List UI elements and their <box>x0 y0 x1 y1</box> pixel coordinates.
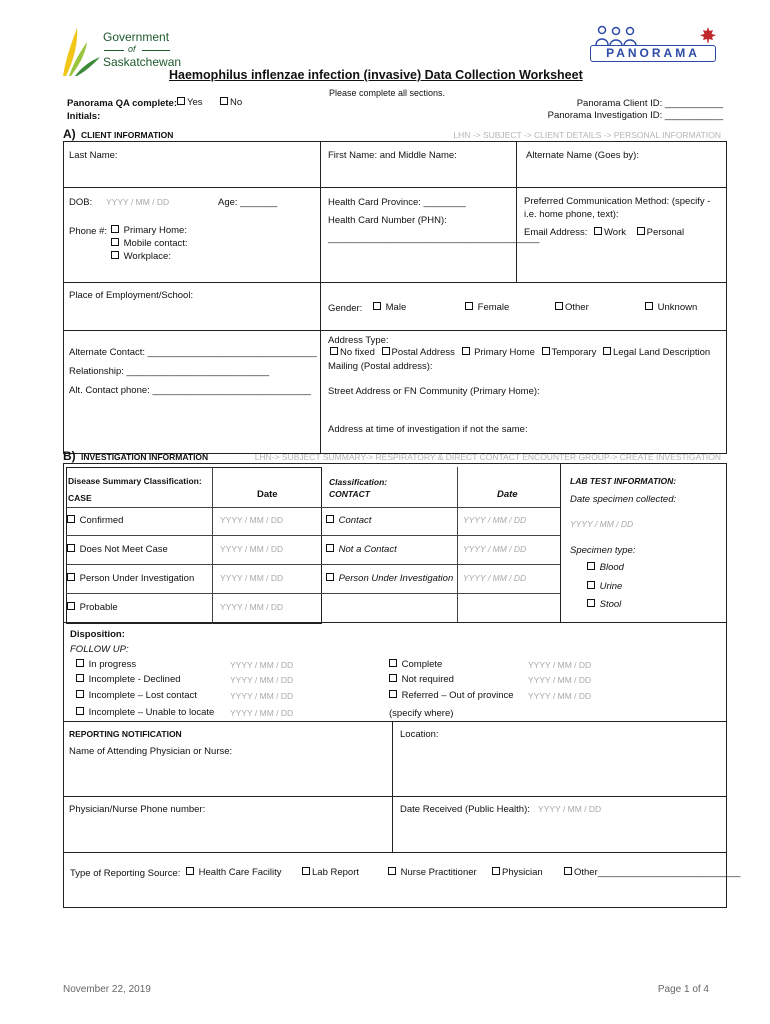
follow-not-required-checkbox[interactable]: Not required <box>389 674 454 685</box>
email-personal-checkbox[interactable]: Personal <box>637 227 685 238</box>
divider <box>63 721 727 722</box>
gov-rule-right <box>142 50 170 51</box>
checkbox-icon[interactable] <box>542 347 550 355</box>
worksheet-title: Haemophilus inflenzae infection (invasive) Data Collection Worksheet <box>169 68 583 82</box>
checkbox-icon[interactable] <box>555 302 563 310</box>
address-type-label: Address Type: <box>328 335 389 346</box>
investigation-id-field[interactable]: Panorama Investigation ID: ___________ <box>547 110 723 121</box>
checkbox-icon[interactable] <box>326 573 334 581</box>
case-probable-checkbox[interactable]: Probable <box>67 602 118 613</box>
checkbox-icon[interactable] <box>177 97 185 105</box>
contact-date-field[interactable]: YYYY / MM / DD <box>463 573 527 583</box>
checkbox-icon[interactable] <box>603 347 611 355</box>
date-received-field[interactable]: YYYY / MM / DD <box>538 804 602 814</box>
checkbox-icon[interactable] <box>587 562 595 570</box>
checkbox-icon[interactable] <box>302 867 310 875</box>
alternate-name-label: Alternate Name (Goes by): <box>526 150 639 161</box>
client-id-field[interactable]: Panorama Client ID: ___________ <box>576 98 723 109</box>
checkbox-icon[interactable] <box>587 581 595 589</box>
checkbox-icon[interactable] <box>111 225 119 233</box>
case-date-field[interactable]: YYYY / MM / DD <box>220 573 284 583</box>
reporting-notification-title: REPORTING NOTIFICATION <box>69 729 182 739</box>
address-type-options <box>330 347 710 358</box>
gov-sask-logo <box>60 24 180 78</box>
divider <box>66 593 560 594</box>
case-date-header: Date <box>257 489 278 500</box>
source-hcf-checkbox[interactable]: Health Care Facility <box>186 867 282 878</box>
dob-label: DOB: <box>69 197 93 208</box>
date-received-label: Date Received (Public Health): <box>400 804 530 815</box>
disease-summary-label: Disease Summary Classification: <box>68 476 202 486</box>
maple-leaf-icon <box>700 27 716 43</box>
checkbox-icon[interactable] <box>326 544 334 552</box>
checkbox-icon[interactable] <box>76 674 84 682</box>
classification-label: Classification: <box>329 477 388 487</box>
age-field[interactable]: Age: _______ <box>218 197 278 208</box>
case-header: CASE <box>68 493 92 503</box>
attending-physician-label: Name of Attending Physician or Nurse: <box>69 746 233 757</box>
checkbox-icon[interactable] <box>67 602 75 610</box>
checkbox-icon[interactable] <box>76 690 84 698</box>
source-np-checkbox[interactable]: Nurse Practitioner <box>388 867 477 878</box>
follow-date-field[interactable]: YYYY / MM / DD <box>528 660 592 670</box>
phn-field[interactable]: ________________________________________ <box>328 233 540 244</box>
contact-date-field[interactable]: YYYY / MM / DD <box>463 515 527 525</box>
checkbox-icon[interactable] <box>330 347 338 355</box>
follow-referred-checkbox[interactable]: Referred – Out of province <box>389 690 514 701</box>
divider <box>63 622 727 623</box>
follow-date-field[interactable]: YYYY / MM / DD <box>230 691 294 701</box>
street-address-label: Street Address or FN Community (Primary Home): <box>328 386 540 397</box>
follow-date-field[interactable]: YYYY / MM / DD <box>230 675 294 685</box>
health-card-province-field[interactable]: Health Card Province: ________ <box>328 197 466 208</box>
checkbox-icon[interactable] <box>492 867 500 875</box>
case-date-field[interactable]: YYYY / MM / DD <box>220 515 284 525</box>
address-legal-land-checkbox[interactable]: Legal Land Description <box>603 347 710 358</box>
case-confirmed-checkbox[interactable]: Confirmed <box>67 515 123 526</box>
page-number: Page 1 of 4 <box>657 984 709 995</box>
dob-field[interactable]: YYYY / MM / DD <box>106 197 170 207</box>
not-a-contact-checkbox[interactable]: Not a Contact <box>326 544 397 555</box>
checkbox-icon[interactable] <box>594 227 602 235</box>
checkbox-icon[interactable] <box>186 867 194 875</box>
footer-date: November 22, 2019 <box>63 984 151 995</box>
divider <box>66 564 560 565</box>
case-date-field[interactable]: YYYY / MM / DD <box>220 544 284 554</box>
specimen-stool-checkbox[interactable]: Stool <box>587 599 621 610</box>
reporting-source-label: Type of Reporting Source: <box>70 868 181 879</box>
specimen-urine-checkbox[interactable]: Urine <box>587 581 622 592</box>
workplace-checkbox[interactable]: Workplace: <box>111 251 171 262</box>
address-primary-home-checkbox[interactable]: Primary Home <box>462 347 535 358</box>
gov-line3: Saskatchewan <box>103 55 182 69</box>
section-b-letter: B) <box>63 449 76 463</box>
source-lab-report-checkbox[interactable]: Lab Report <box>302 867 359 878</box>
divider <box>516 141 517 282</box>
health-card-number-label: Health Card Number (PHN): <box>328 215 447 226</box>
follow-date-field[interactable]: YYYY / MM / DD <box>528 691 592 701</box>
divider <box>212 467 213 624</box>
mailing-address-label: Mailing (Postal address): <box>328 361 433 372</box>
follow-complete-checkbox[interactable]: Complete <box>389 659 442 670</box>
case-does-not-meet-checkbox[interactable]: Does Not Meet Case <box>67 544 168 555</box>
phone-label: Phone #: <box>69 226 108 237</box>
checkbox-icon[interactable] <box>382 347 390 355</box>
contact-date-field[interactable]: YYYY / MM / DD <box>463 544 527 554</box>
primary-home-checkbox[interactable]: Primary Home: <box>111 225 187 236</box>
checkbox-icon[interactable] <box>111 238 119 246</box>
checkbox-icon[interactable] <box>220 97 228 105</box>
alternate-contact-field[interactable]: Alternate Contact: ________________________________ <box>69 347 317 358</box>
contact-checkbox[interactable]: Contact <box>326 515 371 526</box>
alt-contact-phone-field[interactable]: Alt. Contact phone: ______________________________ <box>69 385 311 396</box>
gov-rule-left <box>104 50 124 51</box>
wheat-leaf-icon <box>60 24 102 78</box>
divider <box>63 330 727 331</box>
relationship-field[interactable]: Relationship: ___________________________ <box>69 366 270 377</box>
checkbox-icon[interactable] <box>67 573 75 581</box>
gender-female-checkbox[interactable]: Female <box>465 302 509 313</box>
divider <box>560 463 561 622</box>
gov-line2: of <box>128 44 136 54</box>
address-postal-checkbox[interactable]: Postal Address <box>382 347 455 358</box>
checkbox-icon[interactable] <box>373 302 381 310</box>
initials-label: Initials: <box>67 111 101 122</box>
gender-label: Gender: <box>328 303 363 314</box>
divider <box>63 282 727 283</box>
source-other-checkbox[interactable]: Other___________________________ <box>564 867 740 878</box>
checkbox-icon[interactable] <box>645 302 653 310</box>
gender-unknown-checkbox[interactable]: Unknown <box>645 302 697 313</box>
date-collected-field[interactable]: YYYY / MM / DD <box>570 519 634 529</box>
instruction: Please complete all sections. <box>329 88 446 98</box>
follow-date-field[interactable]: YYYY / MM / DD <box>230 660 294 670</box>
checkbox-icon[interactable] <box>637 227 645 235</box>
divider <box>66 507 560 508</box>
gov-line1: Government <box>103 30 170 44</box>
mobile-contact-checkbox[interactable]: Mobile contact: <box>111 238 188 249</box>
checkbox-icon[interactable] <box>465 302 473 310</box>
email-address-row: Email Address: Work Personal <box>524 227 685 238</box>
section-a-nav-path: LHN -> SUBJECT -> CLIENT DETAILS -> PERSONAL INFORMATION <box>453 130 721 140</box>
checkbox-icon[interactable] <box>389 674 397 682</box>
disposition-label: Disposition: <box>70 629 125 640</box>
last-name-label: Last Name: <box>69 150 118 161</box>
follow-lost-contact-checkbox[interactable]: Incomplete – Lost contact <box>76 690 197 701</box>
physician-phone-label: Physician/Nurse Phone number: <box>69 804 206 815</box>
divider <box>66 535 560 536</box>
contact-header: CONTACT <box>329 489 370 499</box>
panorama-logo <box>588 25 718 63</box>
divider <box>392 721 393 852</box>
checkbox-icon[interactable] <box>462 347 470 355</box>
follow-date-field[interactable]: YYYY / MM / DD <box>528 675 592 685</box>
divider <box>63 796 727 797</box>
address-temporary-checkbox[interactable]: Temporary <box>542 347 597 358</box>
follow-date-field[interactable]: YYYY / MM / DD <box>230 708 294 718</box>
address-nofixed-checkbox[interactable]: No fixed <box>330 347 375 358</box>
specify-where-label: (specify where) <box>389 708 454 719</box>
case-date-field[interactable]: YYYY / MM / DD <box>220 602 284 612</box>
date-collected-label: Date specimen collected: <box>570 494 677 505</box>
checkbox-icon[interactable] <box>67 544 75 552</box>
contact-date-header: Date <box>497 489 518 500</box>
divider <box>63 852 727 853</box>
qa-no-checkbox[interactable]: No <box>220 97 242 108</box>
checkbox-icon[interactable] <box>76 707 84 715</box>
preferred-comm-label-2: i.e. home phone, text): <box>524 209 619 220</box>
gender-male-checkbox[interactable]: Male <box>373 302 406 313</box>
checkbox-icon[interactable] <box>389 659 397 667</box>
section-b-title: INVESTIGATION INFORMATION <box>81 452 209 462</box>
checkbox-icon[interactable] <box>67 515 75 523</box>
preferred-comm-label: Preferred Communication Method: (specify - <box>524 196 711 207</box>
checkbox-icon[interactable] <box>326 515 334 523</box>
lab-test-label: LAB TEST INFORMATION: <box>570 476 677 486</box>
checkbox-icon[interactable] <box>587 599 595 607</box>
first-middle-name-label: First Name: and Middle Name: <box>328 150 457 161</box>
checkbox-icon[interactable] <box>388 867 396 875</box>
specimen-blood-checkbox[interactable]: Blood <box>587 562 624 573</box>
divider <box>63 187 727 188</box>
checkbox-icon[interactable] <box>564 867 572 875</box>
follow-declined-checkbox[interactable]: Incomplete - Declined <box>76 674 181 685</box>
follow-unable-locate-checkbox[interactable]: Incomplete – Unable to locate <box>76 707 214 718</box>
panorama-wordmark: PANORAMA <box>590 45 716 62</box>
follow-in-progress-checkbox[interactable]: In progress <box>76 659 136 670</box>
email-work-checkbox[interactable]: Work <box>594 227 626 238</box>
case-pui-checkbox[interactable]: Person Under Investigation <box>67 573 194 584</box>
section-a-letter: A) <box>63 127 76 141</box>
checkbox-icon[interactable] <box>76 659 84 667</box>
divider <box>320 141 321 454</box>
investigation-address-label: Address at time of investigation if not the same: <box>328 424 528 435</box>
follow-up-label: FOLLOW UP: <box>70 644 129 655</box>
qa-yes-checkbox[interactable]: Yes <box>177 97 203 108</box>
people-icon <box>594 25 652 47</box>
qa-complete: Panorama QA complete: <box>67 98 177 109</box>
section-b-nav-path: LHN-> SUBJECT SUMMARY-> RESPIRATORY & DIRECT CONTACT ENCOUNTER GROUP-> CREATE INVESTIGATION <box>254 452 721 462</box>
specimen-type-label: Specimen type: <box>570 545 636 556</box>
gender-other-checkbox[interactable]: Other <box>555 302 589 313</box>
section-a-title: CLIENT INFORMATION <box>81 130 174 140</box>
contact-pui-checkbox[interactable]: Person Under Investigation <box>326 573 453 584</box>
employment-label: Place of Employment/School: <box>69 290 194 301</box>
location-label: Location: <box>400 729 439 740</box>
divider <box>457 467 458 622</box>
checkbox-icon[interactable] <box>111 251 119 259</box>
checkbox-icon[interactable] <box>389 690 397 698</box>
source-physician-checkbox[interactable]: Physician <box>492 867 543 878</box>
